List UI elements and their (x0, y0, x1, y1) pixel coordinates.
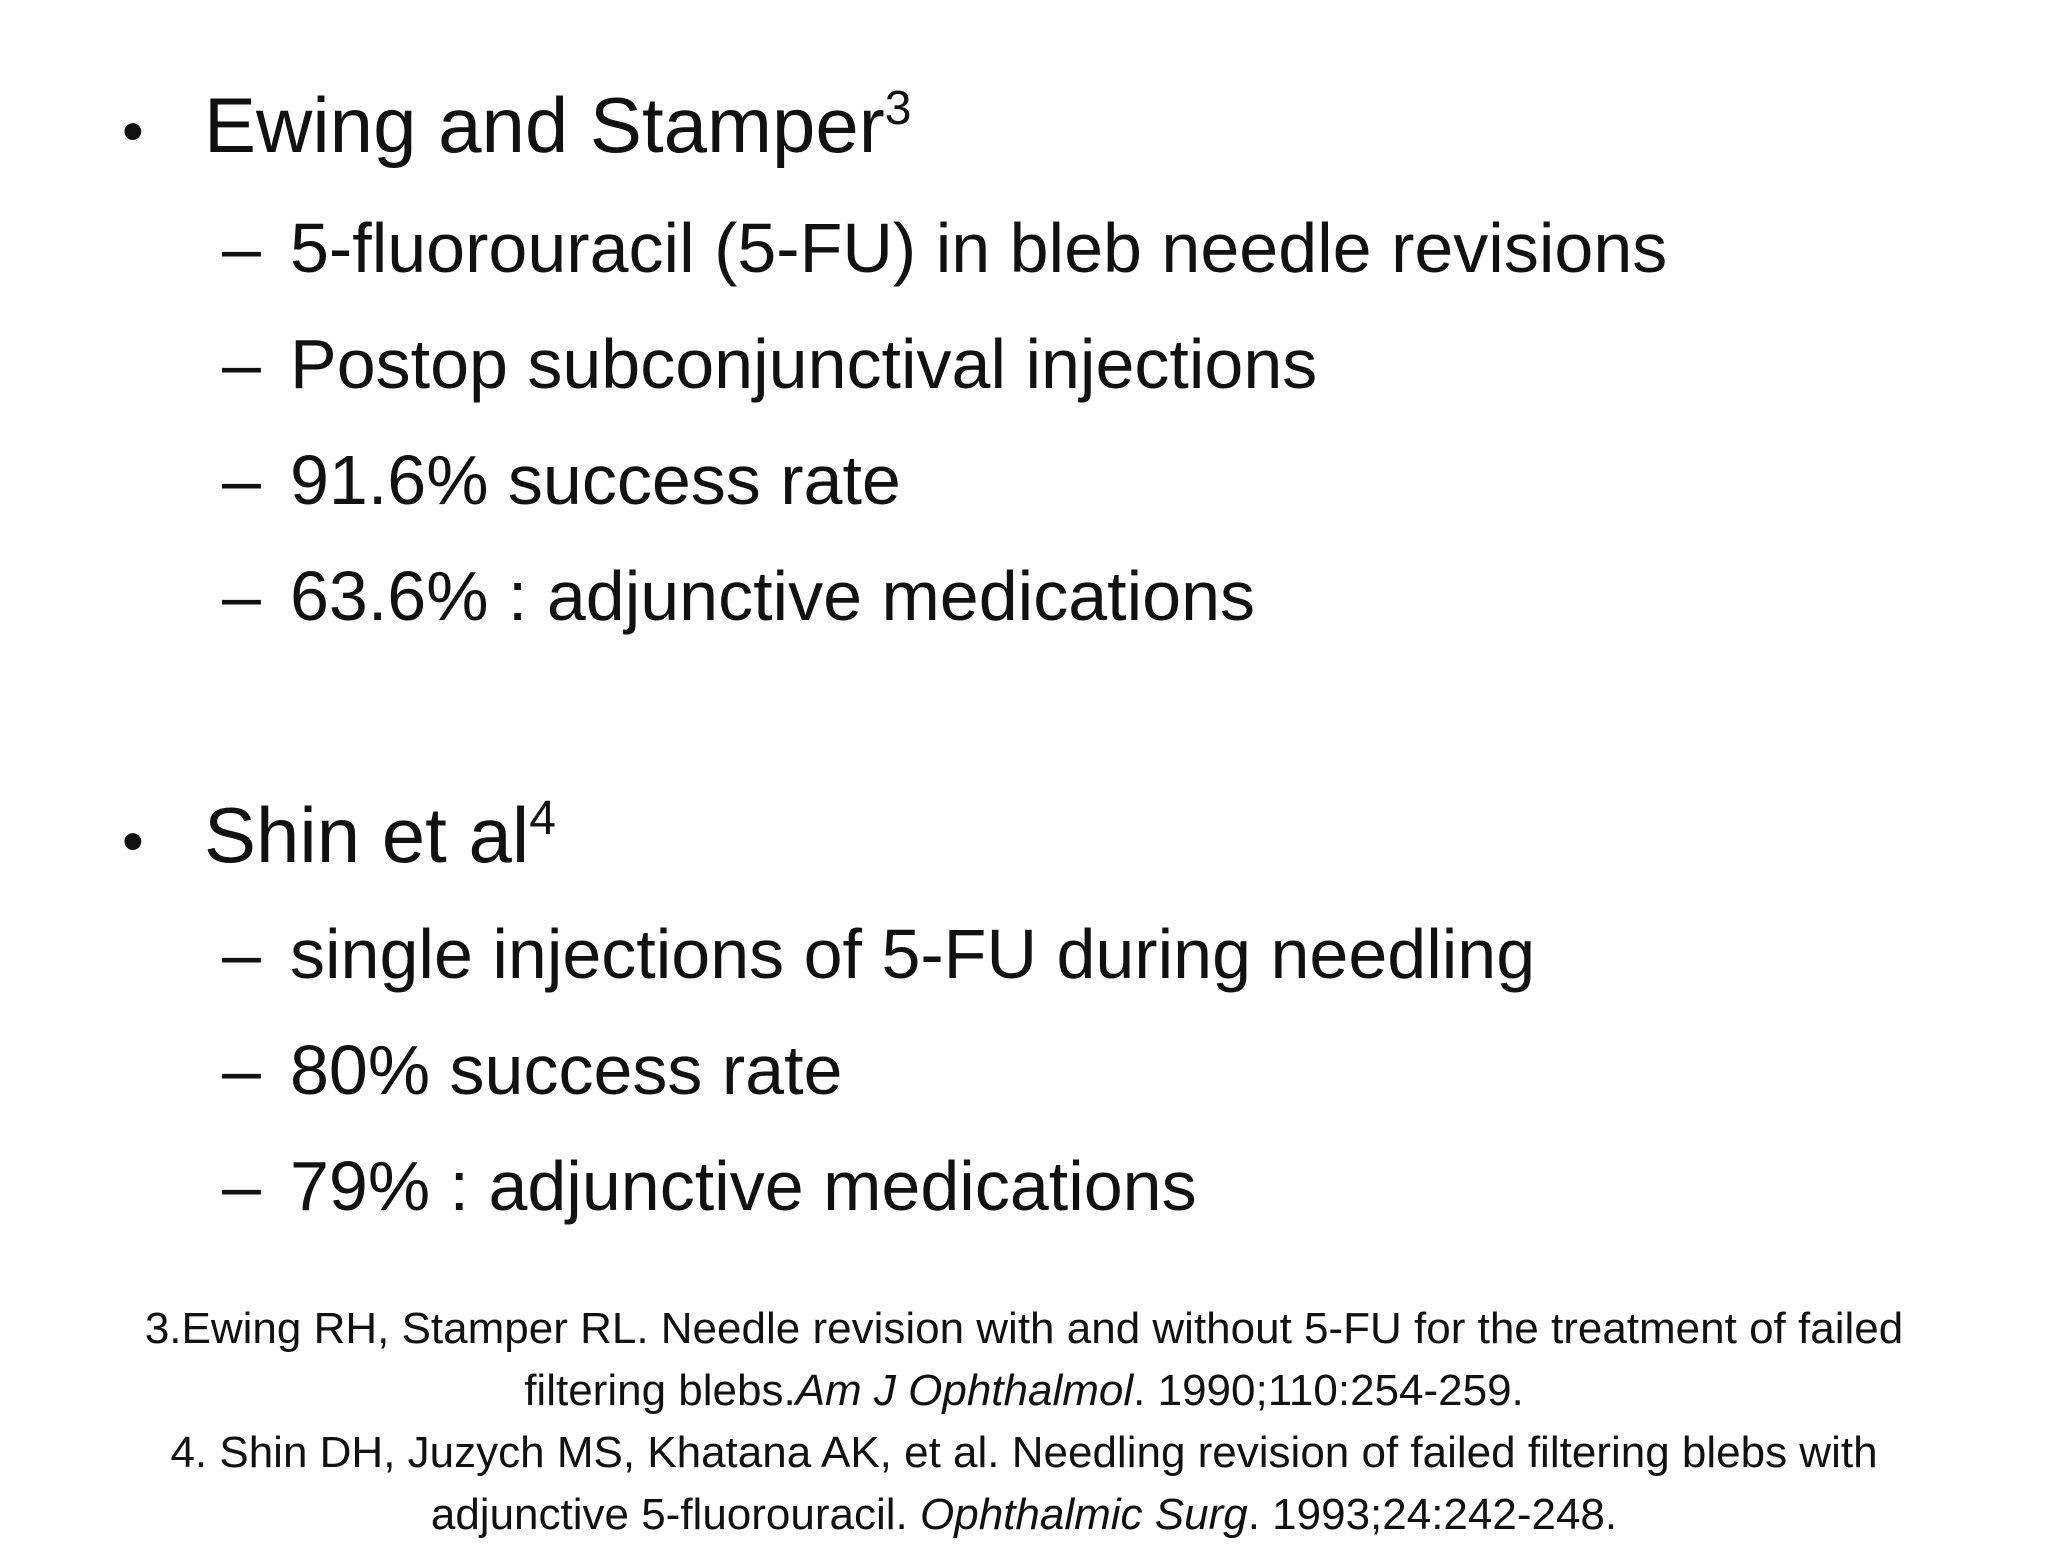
dash-icon: – (222, 325, 261, 403)
dash-icon: – (222, 557, 261, 635)
sub-item-text: 63.6% : adjunctive medications (290, 557, 1255, 635)
dash-icon: – (222, 1031, 261, 1109)
dash-icon: – (222, 441, 261, 519)
sub-item (222, 440, 901, 520)
sub-item (222, 914, 1535, 994)
sub-item-text: Postop subconjunctival injections (290, 325, 1318, 403)
heading-text: Ewing and Stamper (204, 81, 885, 169)
citation-superscript: 4 (529, 792, 556, 845)
sub-item-text: 79% : adjunctive medications (290, 1147, 1197, 1225)
heading-text: Shin et al (204, 791, 530, 879)
sub-item-text: 91.6% success rate (290, 441, 901, 519)
reference-text: . 1990;110:254-259. (1133, 1366, 1524, 1415)
bullet-icon: • (122, 97, 144, 166)
reference-text: filtering blebs. (524, 1366, 796, 1415)
reference-text: adjunctive 5-fluorouracil. (430, 1490, 920, 1539)
sub-item (222, 1146, 1197, 1226)
dash-icon: – (222, 1147, 261, 1225)
bullet-heading-shin-et-al (122, 790, 556, 887)
sub-item (222, 556, 1255, 636)
references (40, 1298, 2008, 1546)
dash-icon: – (222, 209, 261, 287)
reference-4-line-2 (40, 1484, 2008, 1546)
bullet-icon: • (122, 807, 144, 876)
journal-name: Ophthalmic Surg (920, 1490, 1248, 1539)
sub-item-text: 80% success rate (290, 1031, 843, 1109)
reference-3-line-2 (40, 1360, 2008, 1422)
reference-4-line-1: 4. Shin DH, Juzych MS, Khatana AK, et al. Needling revision of failed filtering blebs with (170, 1428, 1878, 1477)
bullet-heading-ewing-stamper (122, 80, 911, 177)
journal-name: Am J Ophthalmol (795, 1366, 1134, 1415)
citation-superscript: 3 (884, 82, 912, 135)
dash-icon: – (222, 915, 261, 993)
sub-item-text: 5-fluorouracil (5-FU) in bleb needle revisions (290, 209, 1668, 287)
reference-3-line-1: 3.Ewing RH, Stamper RL. Needle revision with and without 5-FU for the treatment of failed (144, 1304, 1904, 1353)
reference-text: . 1993;24:242-248. (1247, 1490, 1618, 1539)
sub-item (222, 1030, 842, 1110)
sub-item (222, 208, 1667, 288)
sub-item (222, 324, 1317, 404)
sub-item-text: single injections of 5-FU during needling (290, 915, 1536, 993)
